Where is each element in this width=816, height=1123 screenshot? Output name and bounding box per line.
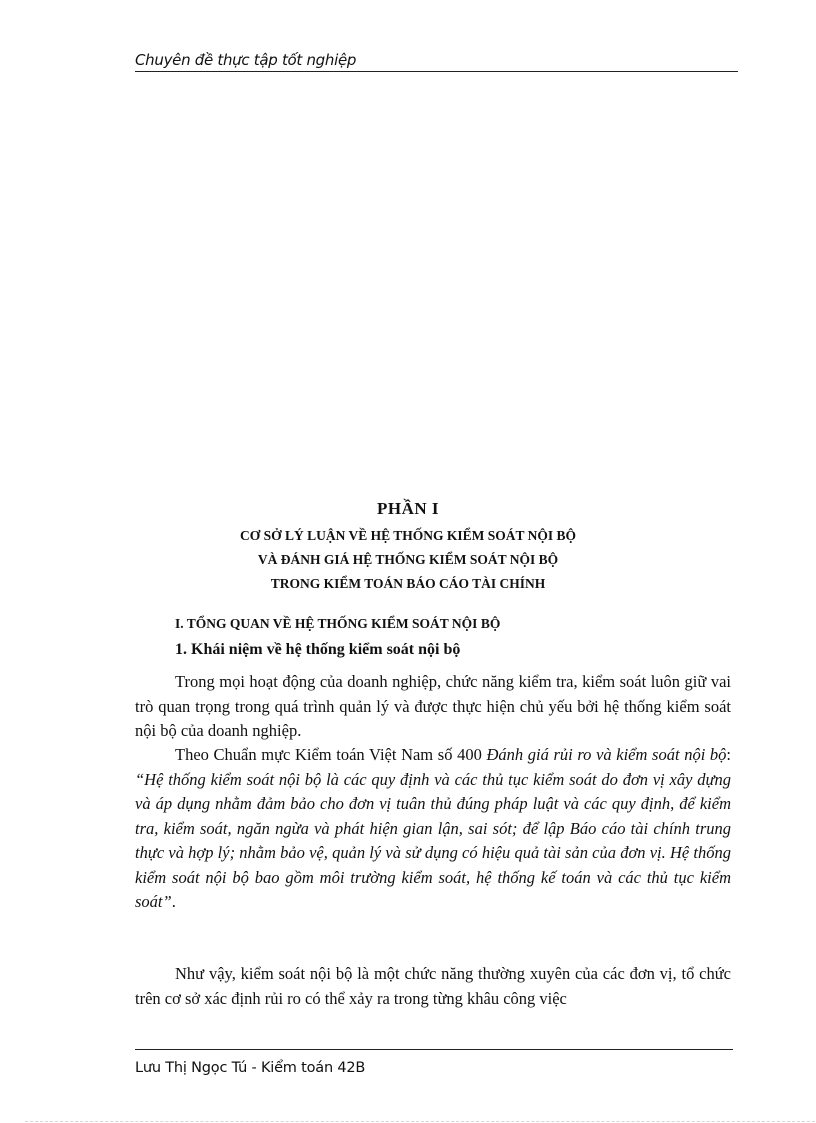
definition-end: .: [171, 892, 176, 911]
footer-divider: [135, 1049, 733, 1050]
page-bottom-edge: [25, 1121, 815, 1122]
part-title-line-3: TRONG KIỂM TOÁN BÁO CÁO TÀI CHÍNH: [270, 576, 546, 591]
page-footer-author: Lưu Thị Ngọc Tú - Kiểm toán 42B: [135, 1060, 366, 1076]
definition-quote: “Hệ thống kiểm soát nội bộ là các quy định và các thủ tục kiểm soát do đơn vị xây dựng và áp dụng nhằm đảm bảo cho đơn vị tuân thủ đúng pháp luật và các quy định, để kiểm tra, kiểm soát, ngăn ngừa và phát hiện gian lận, sai sót; để lập Báo cáo tài chính trung thực và hợp lý; nhằm bảo vệ, quản lý và sử dụng có hiệu quả tài sản của đơn vị. Hệ thống kiểm soát nội bộ bao gồm môi trường kiểm soát, hệ thống kế toán và các thủ tục kiểm soát”: [135, 769, 731, 911]
paragraph-conclusion: Như vậy, kiểm soát nội bộ là một chức năng thường xuyên của các đơn vị, tổ chức trên cơ sở xác định rủi ro có thể xảy ra trong từng khâu công việc: [135, 964, 731, 1008]
section-heading: I. TỔNG QUAN VỀ HỆ THỐNG KIỂM SOÁT NỘI BỘ: [175, 616, 501, 631]
definition-colon: :: [726, 745, 732, 764]
standard-name: Đánh giá rủi ro và kiểm soát nội bộ: [486, 745, 727, 764]
page-header-title: Chuyên đề thực tập tốt nghiệp: [135, 51, 357, 69]
definition-lead: Theo Chuẩn mực Kiểm toán Việt Nam số 400: [175, 745, 487, 764]
part-title-line-1: CƠ SỞ LÝ LUẬN VỀ HỆ THỐNG KIỂM SOÁT NỘI BỘ: [239, 528, 577, 543]
part-title-line-2: VÀ ĐÁNH GIÁ HỆ THỐNG KIỂM SOÁT NỘI BỘ: [257, 552, 559, 567]
paragraph-intro: Trong mọi hoạt động của doanh nghiệp, chức năng kiểm tra, kiểm soát luôn giữ vai trò quan trọng trong quá trình quản lý và được thực hiện chủ yếu bởi hệ thống kiểm soát nội bộ của doanh nghiệp.: [135, 672, 731, 740]
part-label: PHẦN I: [376, 499, 440, 518]
subsection-heading: 1. Khái niệm về hệ thống kiểm soát nội bộ: [175, 641, 461, 658]
paragraph-definition: [135, 743, 731, 915]
part-title: [0, 524, 816, 596]
header-divider: [135, 71, 738, 72]
